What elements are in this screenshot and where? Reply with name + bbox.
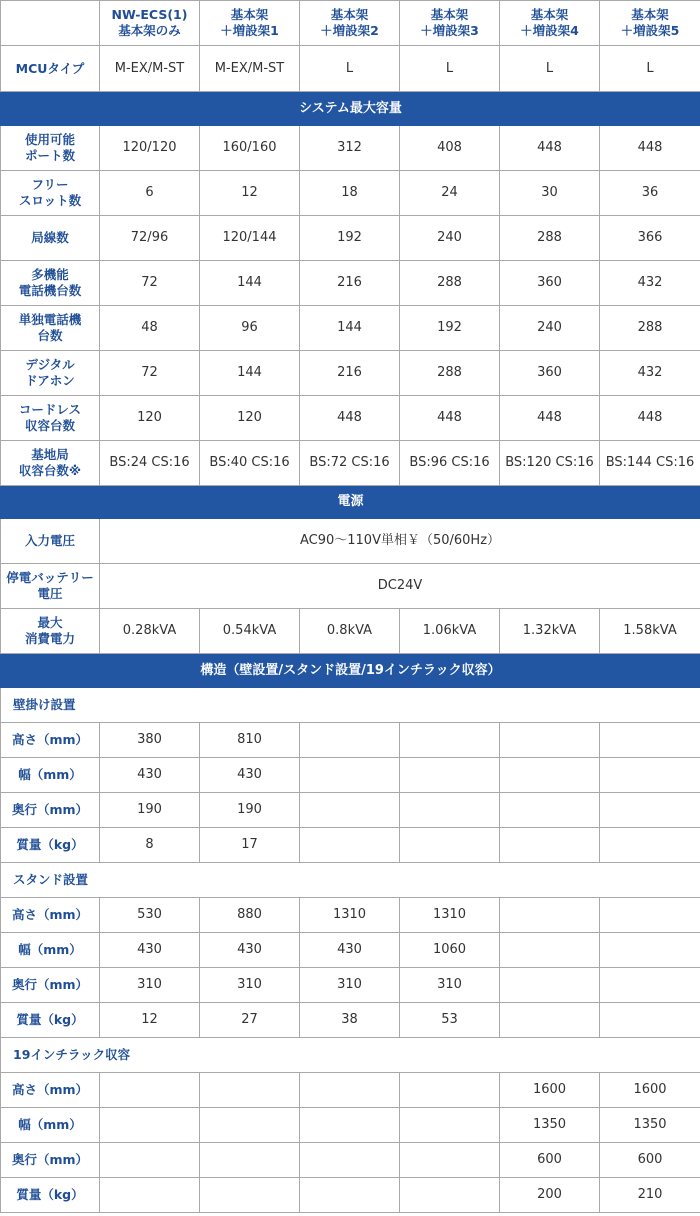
table-cell: 288 (600, 306, 700, 351)
table-cell: 448 (300, 396, 400, 441)
table-row (1, 828, 700, 863)
table-cell (500, 758, 600, 793)
table-cell: BS:144 CS:16 (600, 441, 700, 486)
table-cell (300, 793, 400, 828)
table-cell: 430 (300, 933, 400, 968)
table-cell (400, 1178, 500, 1213)
table-cell (600, 793, 700, 828)
row-label: 入力電圧 (1, 519, 100, 564)
section-title: システム最大容量 (1, 92, 700, 126)
row-label: 多機能 電話機台数 (1, 261, 100, 306)
table-cell (600, 898, 700, 933)
table-cell (400, 828, 500, 863)
section-title: 電源 (1, 486, 700, 519)
table-cell: 810 (200, 723, 300, 758)
table-cell: L (500, 46, 600, 92)
section-header-capacity (1, 92, 700, 126)
column-header: 基本架 ＋増設架5 (600, 1, 700, 46)
row-label: 局線数 (1, 216, 100, 261)
column-header: NW-ECS(1) 基本架のみ (100, 1, 200, 46)
table-cell (100, 1108, 200, 1143)
table-cell: M-EX/M-ST (200, 46, 300, 92)
table-cell: 880 (200, 898, 300, 933)
table-cell (500, 968, 600, 1003)
table-cell: 448 (600, 126, 700, 171)
row-label: コードレス 収容台数 (1, 396, 100, 441)
table-cell: 240 (500, 306, 600, 351)
table-row (1, 216, 700, 261)
column-header: 基本架 ＋増設架2 (300, 1, 400, 46)
table-cell (400, 1108, 500, 1143)
table-cell (600, 968, 700, 1003)
table-row (1, 1143, 700, 1178)
table-cell (600, 933, 700, 968)
row-label: 幅（mm） (1, 1108, 100, 1143)
row-label: 最大 消費電力 (1, 609, 100, 654)
table-cell (300, 1108, 400, 1143)
table-cell (100, 1073, 200, 1108)
table-cell: 430 (200, 758, 300, 793)
row-label: 高さ（mm） (1, 1073, 100, 1108)
table-cell (600, 758, 700, 793)
subsection-header (1, 863, 700, 898)
table-cell: 1310 (300, 898, 400, 933)
table-cell (200, 1178, 300, 1213)
table-cell: 120/120 (100, 126, 200, 171)
table-cell: M-EX/M-ST (100, 46, 200, 92)
table-row (1, 793, 700, 828)
table-cell: 17 (200, 828, 300, 863)
table-cell: 72/96 (100, 216, 200, 261)
table-cell (400, 1143, 500, 1178)
table-cell: 216 (300, 261, 400, 306)
table-cell: 8 (100, 828, 200, 863)
table-cell (400, 1073, 500, 1108)
table-cell: 1600 (600, 1073, 700, 1108)
column-header: 基本架 ＋増設架1 (200, 1, 300, 46)
row-label: 高さ（mm） (1, 898, 100, 933)
table-cell: 96 (200, 306, 300, 351)
table-row (1, 933, 700, 968)
column-header: 基本架 ＋増設架3 (400, 1, 500, 46)
table-row (1, 898, 700, 933)
table-cell: BS:96 CS:16 (400, 441, 500, 486)
table-cell: 600 (500, 1143, 600, 1178)
table-cell: 38 (300, 1003, 400, 1038)
table-cell: 1.06kVA (400, 609, 500, 654)
table-cell: 144 (200, 261, 300, 306)
table-cell: 0.28kVA (100, 609, 200, 654)
table-cell: 72 (100, 351, 200, 396)
row-label: 質量（kg） (1, 1178, 100, 1213)
table-cell: 310 (400, 968, 500, 1003)
table-row (1, 306, 700, 351)
table-cell: 288 (400, 351, 500, 396)
table-cell: 53 (400, 1003, 500, 1038)
row-label: 奥行（mm） (1, 1143, 100, 1178)
table-cell: 430 (100, 758, 200, 793)
subsection-header (1, 688, 700, 723)
table-cell: 27 (200, 1003, 300, 1038)
table-cell: 310 (300, 968, 400, 1003)
table-cell: 380 (100, 723, 200, 758)
table-cell: 310 (100, 968, 200, 1003)
table-row (1, 758, 700, 793)
table-cell: 120/144 (200, 216, 300, 261)
table-cell: 1350 (500, 1108, 600, 1143)
table-cell (300, 1178, 400, 1213)
table-cell: 210 (600, 1178, 700, 1213)
table-cell: 1310 (400, 898, 500, 933)
table-cell: 72 (100, 261, 200, 306)
table-cell: 448 (500, 126, 600, 171)
table-cell (300, 1143, 400, 1178)
table-cell (100, 1143, 200, 1178)
table-cell: 144 (300, 306, 400, 351)
table-cell (200, 1108, 300, 1143)
table-cell: 600 (600, 1143, 700, 1178)
table-cell: 12 (100, 1003, 200, 1038)
table-cell: 18 (300, 171, 400, 216)
table-cell: 216 (300, 351, 400, 396)
table-cell: 6 (100, 171, 200, 216)
row-label: 使用可能 ポート数 (1, 126, 100, 171)
row-label: 単独電話機 台数 (1, 306, 100, 351)
header-row (1, 1, 700, 46)
row-label: 幅（mm） (1, 758, 100, 793)
table-cell: 120 (200, 396, 300, 441)
table-cell: 432 (600, 351, 700, 396)
table-cell: 366 (600, 216, 700, 261)
table-cell: 448 (600, 396, 700, 441)
row-label: MCUタイプ (1, 46, 100, 92)
table-row (1, 519, 700, 564)
table-cell (500, 723, 600, 758)
table-cell: 310 (200, 968, 300, 1003)
table-cell: 1060 (400, 933, 500, 968)
table-cell: L (600, 46, 700, 92)
table-cell: 48 (100, 306, 200, 351)
row-label: 幅（mm） (1, 933, 100, 968)
section-header-power (1, 486, 700, 519)
table-cell: BS:40 CS:16 (200, 441, 300, 486)
table-cell (400, 758, 500, 793)
table-row (1, 261, 700, 306)
table-cell: 192 (400, 306, 500, 351)
table-cell: 12 (200, 171, 300, 216)
table-cell: L (400, 46, 500, 92)
table-cell (300, 828, 400, 863)
column-header: 基本架 ＋増設架4 (500, 1, 600, 46)
table-row (1, 564, 700, 609)
table-row (1, 1108, 700, 1143)
table-cell (200, 1143, 300, 1178)
table-cell (600, 723, 700, 758)
table-cell (600, 1003, 700, 1038)
row-label: フリー スロット数 (1, 171, 100, 216)
table-cell: BS:120 CS:16 (500, 441, 600, 486)
subsection-header (1, 1038, 700, 1073)
table-cell: 1600 (500, 1073, 600, 1108)
row-label: デジタル ドアホン (1, 351, 100, 396)
table-cell (400, 793, 500, 828)
table-row (1, 609, 700, 654)
table-cell: 120 (100, 396, 200, 441)
table-cell: 160/160 (200, 126, 300, 171)
row-label: 質量（kg） (1, 1003, 100, 1038)
table-row (1, 351, 700, 396)
table-cell: 288 (500, 216, 600, 261)
table-cell: 190 (100, 793, 200, 828)
table-cell: 30 (500, 171, 600, 216)
table-cell (200, 1073, 300, 1108)
table-cell: 430 (200, 933, 300, 968)
table-cell: 430 (100, 933, 200, 968)
row-label: 奥行（mm） (1, 793, 100, 828)
row-label: 基地局 収容台数※ (1, 441, 100, 486)
table-cell: 530 (100, 898, 200, 933)
table-cell: AC90〜110V単相￥（50/60Hz） (100, 519, 700, 564)
table-row (1, 1003, 700, 1038)
row-label: 奥行（mm） (1, 968, 100, 1003)
table-cell: 1350 (600, 1108, 700, 1143)
table-row (1, 968, 700, 1003)
table-cell: 0.54kVA (200, 609, 300, 654)
table-cell (500, 1003, 600, 1038)
table-cell: 432 (600, 261, 700, 306)
table-cell: 408 (400, 126, 500, 171)
table-row (1, 126, 700, 171)
table-row (1, 441, 700, 486)
table-cell: DC24V (100, 564, 700, 609)
table-cell (100, 1178, 200, 1213)
table-cell: 0.8kVA (300, 609, 400, 654)
table-row (1, 396, 700, 441)
table-cell: BS:24 CS:16 (100, 441, 200, 486)
subsection-title: 19インチラック収容 (1, 1038, 700, 1073)
subsection-title: スタンド設置 (1, 863, 700, 898)
table-row (1, 723, 700, 758)
table-cell: 24 (400, 171, 500, 216)
subsection-title: 壁掛け設置 (1, 688, 700, 723)
table-row (1, 1178, 700, 1213)
table-cell (300, 723, 400, 758)
table-cell: 240 (400, 216, 500, 261)
table-cell (500, 933, 600, 968)
table-row (1, 1073, 700, 1108)
table-row (1, 171, 700, 216)
table-cell (500, 828, 600, 863)
table-cell: 312 (300, 126, 400, 171)
table-cell: 1.58kVA (600, 609, 700, 654)
table-cell (500, 898, 600, 933)
table-cell: 36 (600, 171, 700, 216)
table-cell: 200 (500, 1178, 600, 1213)
table-cell (400, 723, 500, 758)
table-cell (500, 793, 600, 828)
row-label: 高さ（mm） (1, 723, 100, 758)
table-cell: 190 (200, 793, 300, 828)
section-header-structure (1, 654, 700, 688)
corner-cell (1, 1, 100, 46)
table-cell (300, 1073, 400, 1108)
table-cell (300, 758, 400, 793)
table-cell: 448 (400, 396, 500, 441)
table-cell: 1.32kVA (500, 609, 600, 654)
row-label: 停電バッテリー 電圧 (1, 564, 100, 609)
row-label: 質量（kg） (1, 828, 100, 863)
mcu-row (1, 46, 700, 92)
table-cell: 144 (200, 351, 300, 396)
table-cell: 192 (300, 216, 400, 261)
section-title: 構造（壁設置/スタンド設置/19インチラック収容） (1, 654, 700, 688)
table-cell (600, 828, 700, 863)
table-cell: L (300, 46, 400, 92)
table-cell: 360 (500, 351, 600, 396)
table-cell: 288 (400, 261, 500, 306)
table-cell: 360 (500, 261, 600, 306)
table-cell: 448 (500, 396, 600, 441)
table-cell: BS:72 CS:16 (300, 441, 400, 486)
